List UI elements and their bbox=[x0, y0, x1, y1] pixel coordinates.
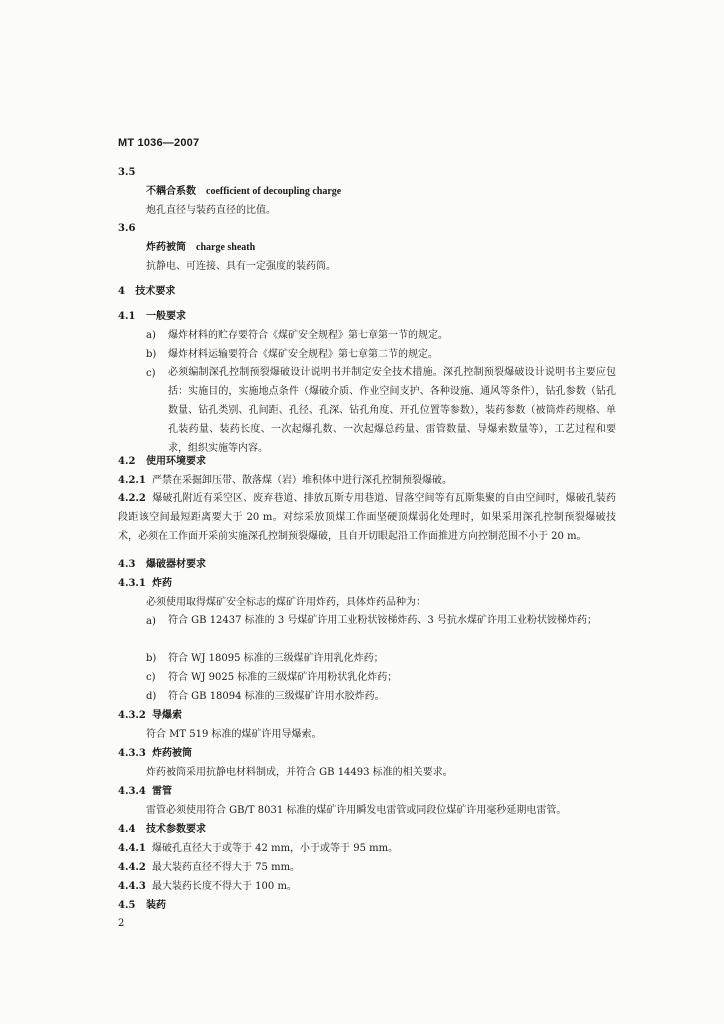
clause-text-4-3-4: 雷管必须使用符合 GB/T 8031 标准的煤矿许用瞬发电雷管或同段位煤矿许用毫秒延期电雷管。 bbox=[146, 805, 567, 816]
clause-heading-4-1 bbox=[118, 310, 186, 324]
clause-heading-4-3-4 bbox=[118, 785, 172, 799]
clause-heading-4-3-3 bbox=[118, 747, 192, 761]
clause-title-4-4: 技术参数要求 bbox=[146, 824, 206, 835]
clause-heading-4-3 bbox=[118, 558, 206, 572]
list-text-4-3-1-a: 符合 GB 12437 标准的 3 号煤矿许用工业粉状铵梯炸药、3 号抗水煤矿许用工业粉状铵梯炸药； bbox=[168, 615, 597, 626]
clause-text-4-3-3: 炸药被筒采用抗静电材料制成，并符合 GB 14493 标准的相关要求。 bbox=[146, 767, 453, 778]
clause-number-4-3-2: 4.3.2 bbox=[118, 710, 146, 721]
clause-number-4-3: 4.3 bbox=[118, 559, 136, 570]
list-text-4-1-b: 爆炸材料运输要符合《煤矿安全规程》第七章第二节的规定。 bbox=[168, 349, 438, 360]
clause-heading-4-3-2 bbox=[118, 709, 182, 723]
clause-number-4-3-1: 4.3.1 bbox=[118, 578, 146, 589]
clause-number-4-1: 4.1 bbox=[118, 311, 136, 322]
term-cn-3-6: 炸药被筒 bbox=[146, 242, 186, 253]
clause-number-4-2: 4.2 bbox=[118, 456, 136, 467]
clause-number-4-4-3: 4.4.3 bbox=[118, 881, 146, 892]
clause-title-4-2: 使用环境要求 bbox=[146, 456, 206, 467]
clause-text-4-4-1: 爆破孔直径大于或等于 42 mm，小于或等于 95 mm。 bbox=[152, 843, 399, 854]
clause-4-4-3 bbox=[118, 880, 297, 894]
clause-number-4-4: 4.4 bbox=[118, 824, 136, 835]
list-text-4-3-1-b: 符合 WJ 18095 标准的三级煤矿许用乳化炸药； bbox=[168, 653, 384, 664]
clause-text-4-2-2: 爆破孔附近有采空区、废弃巷道、排放瓦斯专用巷道、冒落空间等有瓦斯集聚的自由空间时，爆破孔装药段距该空间最短距离要大于 20 m。对综采放顶煤工作面坚硬顶煤弱化处理时，如果采用深孔控制预裂爆破技术，必须在工作面开采前实施深孔控制预裂爆破，且自开切眼起沿工作面推进方向控制范围不小于 20 m。 bbox=[118, 493, 617, 542]
clause-heading-4-5 bbox=[118, 899, 166, 913]
clause-title-4-3-4: 雷管 bbox=[152, 786, 172, 797]
term-cn-3-5: 不耦合系数 bbox=[146, 186, 196, 197]
term-3-5 bbox=[146, 185, 341, 199]
term-en-3-6: charge sheath bbox=[196, 242, 256, 253]
clause-heading-4-2 bbox=[118, 455, 206, 469]
list-label: b) bbox=[146, 349, 157, 360]
list-label: c) bbox=[146, 672, 156, 683]
clause-text-4-2-1: 严禁在采掘卸压带、散落煤（岩）堆积体中进行深孔控制预裂爆破。 bbox=[152, 475, 452, 486]
clause-text-4-4-3: 最大装药长度不得大于 100 m。 bbox=[152, 881, 297, 892]
clause-heading-4-4 bbox=[118, 823, 206, 837]
list-label: d) bbox=[146, 691, 157, 702]
list-text-4-3-1-c: 符合 WJ 9025 标准的三级煤矿许用粉状乳化炸药； bbox=[168, 672, 398, 683]
clause-title-4-5: 装药 bbox=[146, 900, 166, 911]
clause-4-2-2 bbox=[118, 489, 616, 546]
clause-number-4-2-2: 4.2.2 bbox=[118, 493, 146, 504]
page-number: 2 bbox=[118, 918, 125, 929]
clause-text-4-4-2: 最大装药直径不得大于 75 mm。 bbox=[152, 862, 301, 873]
clause-title-4-3-1: 炸药 bbox=[152, 578, 172, 589]
clause-title-4-3-2: 导爆索 bbox=[152, 710, 182, 721]
clause-4-4-2 bbox=[118, 861, 300, 875]
list-item-4-1-a bbox=[146, 329, 156, 343]
term-en-3-5: coefficient of decoupling charge bbox=[206, 186, 342, 197]
clause-number-4-3-3: 4.3.3 bbox=[118, 748, 146, 759]
list-item-4-1-b bbox=[146, 348, 156, 362]
clause-number-4-4-2: 4.4.2 bbox=[118, 862, 146, 873]
list-label: a) bbox=[146, 330, 156, 341]
list-item-4-3-1-c bbox=[146, 671, 156, 685]
definition-3-6: 抗静电、可连接、具有一定强度的装药筒。 bbox=[146, 261, 336, 272]
clause-number-4-2-1: 4.2.1 bbox=[118, 475, 146, 486]
list-label: a) bbox=[146, 616, 156, 627]
clause-title-4-3-3: 炸药被筒 bbox=[152, 748, 192, 759]
clause-number-3-6: 3.6 bbox=[118, 223, 136, 234]
clause-intro-4-3-1: 必须使用取得煤矿安全标志的煤矿许用炸药，具体炸药品种为： bbox=[146, 597, 426, 608]
list-label: b) bbox=[146, 653, 157, 664]
list-item-4-3-1-b bbox=[146, 652, 156, 666]
list-text-4-1-a: 爆炸材料的贮存要符合《煤矿安全规程》第七章第一节的规定。 bbox=[168, 330, 448, 341]
clause-number-4-4-1: 4.4.1 bbox=[118, 843, 146, 854]
list-item-4-3-1-d bbox=[146, 690, 156, 704]
list-label: c) bbox=[146, 368, 156, 379]
definition-3-5: 炮孔直径与装药直径的比值。 bbox=[146, 205, 276, 216]
section-title-4: 技术要求 bbox=[135, 286, 176, 297]
clause-number-4-5: 4.5 bbox=[118, 900, 136, 911]
clause-title-4-1: 一般要求 bbox=[146, 311, 186, 322]
clause-title-4-3: 爆破器材要求 bbox=[146, 559, 206, 570]
clause-heading-4-3-1 bbox=[118, 577, 172, 591]
list-item-4-1-c bbox=[146, 367, 156, 381]
document-code: MT 1036—2007 bbox=[118, 137, 200, 149]
clause-number-4-3-4: 4.3.4 bbox=[118, 786, 146, 797]
list-text-4-3-1-d: 符合 GB 18094 标准的三级煤矿许用水胶炸药。 bbox=[168, 691, 385, 702]
clause-4-2-1 bbox=[118, 474, 452, 488]
clause-text-4-3-2: 符合 MT 519 标准的煤矿许用导爆索。 bbox=[146, 729, 322, 740]
section-number-4: 4 bbox=[118, 286, 125, 297]
term-3-6 bbox=[146, 241, 255, 255]
list-text-4-1-c: 必须编制深孔控制预裂爆破设计说明书并制定安全技术措施。深孔控制预裂爆破设计说明书主要应包括：实施目的，实施地点条件（爆破介质、作业空间支护、各种设施、通风等条件），钻孔参数（钻孔数量、钻孔类别、孔间距、孔径、孔深、钻孔角度、开孔位置等参数），装药参数（被筒炸药规格、单孔装药量、装药长度、一次起爆孔数、一次起爆总药量、雷管数量、导爆索数量等），工艺过程和要求，组织实施等内容。 bbox=[168, 367, 616, 454]
clause-4-4-1 bbox=[118, 842, 398, 856]
clause-number-3-5: 3.5 bbox=[118, 167, 136, 178]
section-heading-4 bbox=[118, 285, 175, 299]
